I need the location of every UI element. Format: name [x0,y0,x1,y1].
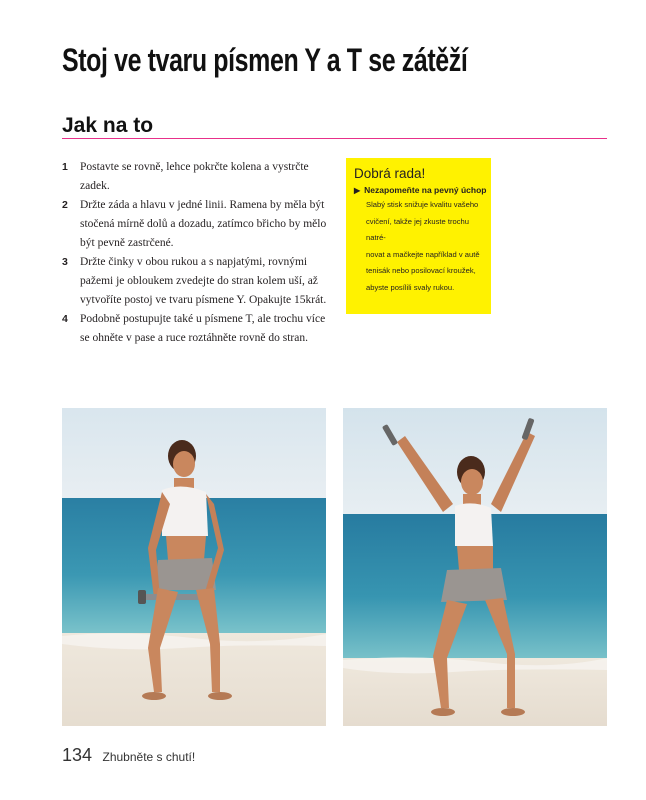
step-number: 2 [62,199,68,211]
step-item [62,196,337,253]
running-title: Zhubněte s chutí! [102,750,196,764]
triangle-right-icon: ▶ [354,185,361,195]
step-number: 3 [62,256,68,268]
step-number: 1 [62,161,68,173]
step-item [62,253,337,310]
tip-subtitle: Nezapomeňte na pevný úchop [364,185,487,195]
step-text: Postavte se rovně, lehce pokrčte kolena a vystrčte zadek. [80,161,309,192]
tip-subheading [354,185,487,195]
step-item [62,310,337,348]
tip-body: Slabý stisk snižuje kvalitu vašeho cvičení, takže jej zkuste trochu natré- novat a mačkejte například v autě tenisák nebo posilovací kroužek, abyste posílili svaly rukou. [366,200,480,292]
page-footer [62,745,195,766]
exercise-photo-y-pose [343,408,607,726]
step-text: Držte záda a hlavu v jedné linii. Ramena by měla být stočená mírně dolů a dozadu, zatímco břicho by mělo být pevně zastrčené. [80,199,327,249]
step-text: Podobně postupujte také u písmene T, ale trochu více se ohněte v pase a ruce roztáhněte rovně do stran. [80,313,326,344]
step-number: 4 [62,313,68,325]
step-text: Držte činky v obou rukou a s napjatými, rovnými pažemi je obloukem zvedejte do stran kolem uší, až vytvoříte postoj ve tvaru písmene Y. Opakujte 15krát. [80,256,327,306]
page-number: 134 [62,745,93,765]
section-divider [62,138,607,139]
tip-title: Dobrá rada! [354,166,426,181]
section-heading: Jak na to [62,114,154,137]
exercise-photo-start [62,408,326,726]
step-item [62,158,337,196]
instruction-steps [62,158,337,348]
page-title: Stoj ve tvaru písmen Y a T se zátěží [62,42,468,78]
tip-box [346,158,491,314]
